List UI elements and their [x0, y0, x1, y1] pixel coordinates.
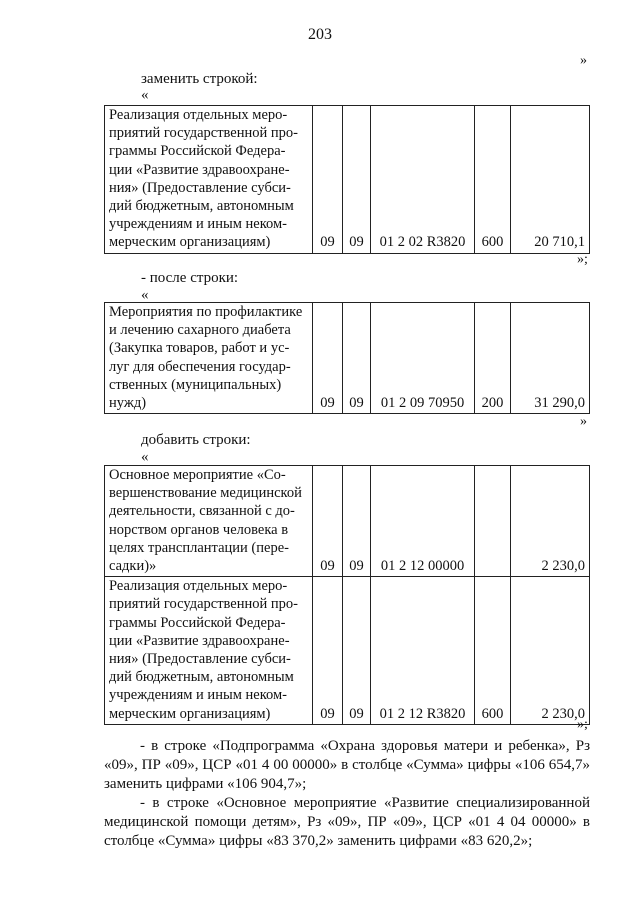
row-name-line: целях трансплантации (пере- — [109, 539, 289, 556]
row-name-line: учреждениям и иным неком- — [109, 216, 287, 233]
vr-cell — [475, 466, 511, 577]
sum-cell: 2 230,0 — [511, 577, 590, 725]
row-name-line: ния» (Предоставление субси- — [109, 179, 291, 196]
row-name-line: норством органов человека в — [109, 521, 289, 538]
amendment-paragraph: - в строке «Подпрограмма «Охрана здоровья матери и ребенка», Рз «09», ПР «09», ЦСР «01 4 00 00000» в столбце «Сумма» цифры «106 654,7» заменить цифрами «106 904,7»; — [104, 738, 590, 792]
sum-cell: 2 230,0 — [511, 466, 590, 577]
vr-cell: 200 — [475, 303, 511, 414]
row-name-line: приятий государственной про- — [109, 596, 298, 613]
row-name-line: Мероприятия по профилактике — [109, 304, 303, 320]
row-name-line: мерческим организациям) — [109, 705, 271, 722]
vr-cell: 600 — [475, 577, 511, 725]
closing-quote: » — [580, 53, 587, 68]
row-name-line: граммы Российской Федера- — [109, 143, 286, 160]
table-row — [105, 577, 590, 725]
rz-cell: 09 — [313, 466, 343, 577]
rz-cell: 09 — [313, 303, 343, 414]
row-name-line: вершенствование медицинской — [109, 485, 302, 502]
rz-cell: 09 — [313, 106, 343, 254]
opening-quote: « — [141, 87, 149, 103]
row-name — [105, 106, 313, 254]
table-row — [105, 303, 590, 414]
pr-cell: 09 — [343, 466, 371, 577]
row-name-line: мерческим организациям) — [109, 234, 271, 251]
csr-cell: 01 2 02 R3820 — [371, 106, 475, 254]
row-name-line: Основное мероприятие «Со- — [109, 467, 286, 483]
pr-cell: 09 — [343, 303, 371, 414]
instruction-add-label: добавить строки: — [141, 432, 251, 448]
row-name-line: и лечению сахарного диабета — [109, 322, 291, 339]
rz-cell: 09 — [313, 577, 343, 725]
budget-table-replace — [104, 105, 590, 254]
row-name-line: учреждениям и иным неком- — [109, 687, 287, 704]
budget-table-add — [104, 465, 590, 725]
row-name-line: приятий государственной про- — [109, 125, 298, 142]
sum-cell: 31 290,0 — [511, 303, 590, 414]
closing-quote: »; — [577, 252, 588, 267]
vr-cell: 600 — [475, 106, 511, 254]
row-name-line: ции «Развитие здравоохране- — [109, 161, 290, 178]
row-name — [105, 303, 313, 414]
opening-quote: « — [141, 287, 149, 303]
row-name-line: (Закупка товаров, работ и ус- — [109, 340, 290, 357]
table-row — [105, 466, 590, 577]
pr-cell: 09 — [343, 106, 371, 254]
table-row — [105, 106, 590, 254]
opening-quote: « — [141, 449, 149, 465]
row-name-line: дий бюджетным, автономным — [109, 669, 294, 686]
row-name-line: ции «Развитие здравоохране- — [109, 632, 290, 649]
pr-cell: 09 — [343, 577, 371, 725]
closing-quote: »; — [577, 717, 588, 732]
instruction-replace-label: заменить строкой: — [141, 71, 258, 87]
csr-cell: 01 2 09 70950 — [371, 303, 475, 414]
row-name-line: деятельности, связанной с до- — [109, 503, 295, 520]
csr-cell: 01 2 12 R3820 — [371, 577, 475, 725]
row-name-line: дий бюджетным, автономным — [109, 198, 294, 215]
row-name — [105, 466, 313, 577]
row-name-line: ния» (Предоставление субси- — [109, 651, 291, 668]
amendment-paragraph: - в строке «Основное мероприятие «Развитие специализированной медицинской помощи детям», Рз «09», ПР «09», ЦСР «01 4 04 00000» в столбце «Сумма» цифры «83 370,2» заменить цифрами «83 620,2»; — [104, 795, 590, 849]
csr-cell: 01 2 12 00000 — [371, 466, 475, 577]
page-number: 203 — [308, 26, 332, 43]
row-name — [105, 577, 313, 725]
row-name-line: садки)» — [109, 558, 157, 575]
row-name-line: луг для обеспечения государ- — [109, 358, 291, 375]
row-name-line: нужд) — [109, 395, 147, 412]
row-name-line: граммы Российской Федера- — [109, 614, 286, 631]
row-name-line: Реализация отдельных меро- — [109, 578, 288, 595]
row-name-line: ственных (муниципальных) — [109, 376, 282, 393]
instruction-after-label: - после строки: — [141, 270, 239, 286]
budget-table-after — [104, 302, 590, 414]
sum-cell: 20 710,1 — [511, 106, 590, 254]
closing-quote: » — [580, 414, 587, 429]
row-name-line: Реализация отдельных меро- — [109, 107, 288, 123]
